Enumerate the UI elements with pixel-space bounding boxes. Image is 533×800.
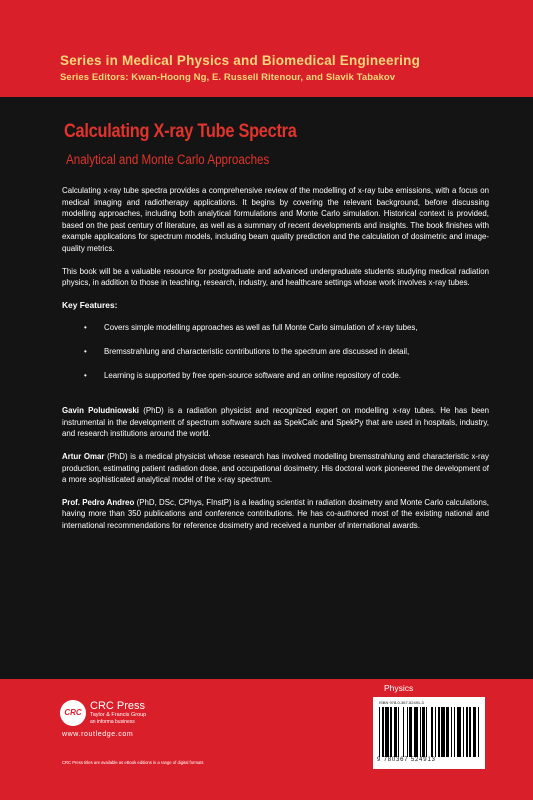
author-name: Gavin Poludniowski bbox=[62, 406, 139, 416]
book-title: Calculating X-ray Tube Spectra bbox=[64, 121, 297, 142]
author-bio-text: (PhD, DSc, CPhys, FInstP) is a leading scientist in radiation dosimetry and Monte Carlo calculations, having more than 350 publications and conference contributions. He has co-authored most of the existing national and international recommendations for reference dosimetry and received a number of international awards. bbox=[62, 497, 489, 530]
key-features-heading: Key Features: bbox=[62, 299, 118, 310]
author-bio bbox=[62, 451, 489, 486]
author-bio-text: (PhD) is a medical physicist whose research has involved modelling bremsstrahlung and characteristic x-ray production, estimating patient radiation dose, and occupational dosimetry. His doctoral work pioneered the development of a more sophisticated analytical model of the x-ray spectrum. bbox=[62, 451, 489, 485]
series-title: Series in Medical Physics and Biomedical Engineering bbox=[60, 53, 421, 68]
black-panel bbox=[0, 97, 533, 679]
ebook-note: CRC Press titles are available as eBook editions in a range of digital formats bbox=[62, 760, 204, 765]
list-item bbox=[62, 322, 489, 334]
blurb-content bbox=[62, 185, 489, 542]
category-label: Physics bbox=[384, 683, 414, 693]
author-bio bbox=[62, 497, 489, 532]
publisher-website: www.routledge.com bbox=[62, 731, 134, 738]
publisher-informa: an informa business bbox=[90, 719, 135, 725]
feature-text: Learning is supported by free open-source software and an online repository of code. bbox=[104, 370, 401, 380]
bullet-icon: • bbox=[84, 323, 87, 333]
author-name: Artur Omar bbox=[62, 451, 105, 461]
bullet-icon: • bbox=[84, 370, 87, 380]
barcode-icon bbox=[379, 707, 479, 757]
author-bio-text: (PhD) is a radiation physicist and recognized expert on modelling x-ray tubes. He has been instrumental in the development of spectrum software such as SpekCalc and SpekPy that are used in hospitals, industry, and research institutions around the world. bbox=[62, 406, 489, 439]
bullet-icon: • bbox=[84, 346, 87, 356]
feature-text: Bremsstrahlung and characteristic contributions to the spectrum are discussed in detail, bbox=[104, 346, 410, 356]
series-header bbox=[60, 52, 520, 84]
description-paragraph: This book will be a valuable resource for postgraduate and advanced undergraduate students studying medical radiation physics, in addition to those in teaching, research, industry, and healthcare settings whose work involves x-ray tubes. bbox=[62, 266, 489, 288]
series-editors: Series Editors: Kwan-Hoong Ng, E. Russell Ritenour, and Slavik Tabakov bbox=[60, 72, 396, 83]
isbn-barcode-box bbox=[373, 697, 485, 769]
author-name: Prof. Pedro Andreo bbox=[62, 497, 135, 507]
publisher-block bbox=[90, 700, 146, 725]
key-features-list bbox=[62, 322, 489, 381]
list-item bbox=[62, 346, 489, 358]
description-paragraph: Calculating x-ray tube spectra provides a comprehensive review of the modelling of x-ray tube emissions, with a focus on medical imaging and radiotherapy applications. It begins by covering the relevant background, before discussing modelling approaches, including both analytical formulations and Monte Carlo simulation. Historical context is provided, based on the past century of literature, as well as a summary of recent developments and insights. The book finishes with example applications for spectrum models, including beam quality prediction and the calculation of dosimetric and image-quality metrics. bbox=[62, 186, 489, 253]
list-item bbox=[62, 370, 489, 382]
crc-press-logo-icon: CRC bbox=[60, 700, 86, 726]
author-bio bbox=[62, 405, 489, 440]
isbn-label: ISBN 978-0-367-52491-3 bbox=[379, 700, 424, 705]
publisher-group: Taylor & Francis Group bbox=[90, 712, 147, 718]
publisher-name: CRC Press bbox=[90, 700, 146, 712]
feature-text: Covers simple modelling approaches as well as full Monte Carlo simulation of x-ray tubes, bbox=[104, 323, 418, 333]
book-subtitle: Analytical and Monte Carlo Approaches bbox=[66, 152, 270, 167]
isbn-digits: 9 780367 524913 bbox=[377, 757, 436, 763]
